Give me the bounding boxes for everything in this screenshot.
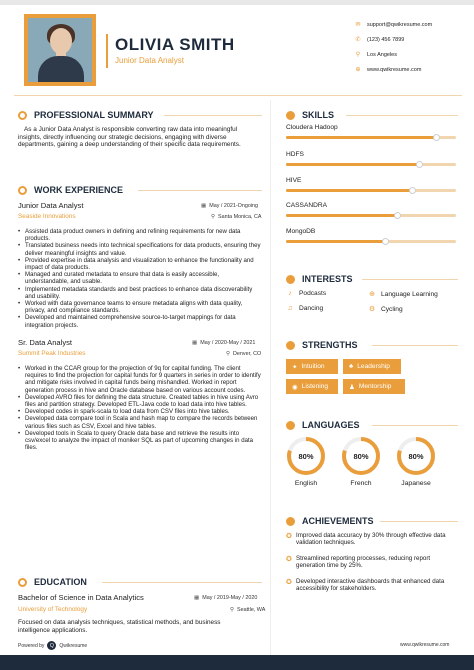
language-percent: 80% <box>408 452 424 461</box>
phone-icon: ✆ <box>355 37 361 43</box>
header-divider <box>106 34 108 68</box>
profile-photo <box>24 14 96 86</box>
languages-heading: LANGUAGES <box>286 420 360 430</box>
skill-level-knob <box>409 187 416 194</box>
interest-item: ♪ Podcasts <box>286 290 326 297</box>
footer-url[interactable]: www.qwikresume.com <box>400 642 450 648</box>
location-pin-icon: ⚲ <box>230 607 235 613</box>
education-heading: EDUCATION <box>18 577 87 587</box>
job-dates: ▦ May / 2021-Ongoing <box>201 203 259 209</box>
skill-level-fill <box>286 136 436 139</box>
achievement-item: ✪ Improved data accuracy by 30% through effective data validation techniques. <box>286 532 446 547</box>
language-name: Japanese <box>401 480 431 487</box>
mentor-icon: ♟ <box>349 383 355 391</box>
job-bullet: • Developed data compare tool in Scala and hash map to compare the records between various files such as CSV, Excel and hive tables. <box>18 415 264 429</box>
skill-level-bar <box>286 240 456 243</box>
bicycle-icon: ⚙ <box>368 306 376 313</box>
skill-level-fill <box>286 240 385 243</box>
contact-block <box>353 17 469 77</box>
contact-phone[interactable]: ✆ (123) 456 7899 <box>353 32 469 47</box>
education-rule <box>102 582 262 583</box>
header-separator <box>14 95 462 96</box>
skill-item <box>286 151 456 166</box>
interests-rule <box>362 279 458 280</box>
candidate-name: OLIVIA SMITH <box>115 35 235 54</box>
section-bullet-icon <box>18 578 27 587</box>
section-bullet-icon <box>286 275 295 284</box>
language-icon: ⊕ <box>369 291 375 298</box>
skill-level-fill <box>286 163 419 166</box>
achievement-item: ✪ Streamlined reporting processes, reducing report generation time by 25%. <box>286 555 431 570</box>
section-bullet-icon <box>18 111 27 120</box>
summary-text: As a Junior Data Analyst is responsible converting raw data into meaningful insights, directly influencing our strategic decisions, engaging with diverse departments, gaining a deep understanding of their specific data requirements. <box>18 126 241 149</box>
job-role: Junior Data Analyst <box>18 201 84 210</box>
job-bullet: • Assisted data product owners in defining and refining requirements for new data products. <box>18 228 264 242</box>
skill-name: MongoDB <box>286 228 316 235</box>
skill-item <box>286 228 456 243</box>
interest-item: ⊕ Language Learning <box>369 290 438 298</box>
footer-brand[interactable]: Qwikresume <box>59 642 88 649</box>
job-bullet: • Developed AVRO files for defining the data structure. Created tables in hive using Avro files and partition strategy. Developed ETL-Java code to load data into hive tables. <box>18 394 264 408</box>
language-ring <box>285 435 327 477</box>
job-bullet: • Developed tools in Scala to query Oracle data base and retrieve the results into csv/excel to analyze the impact of moniker SQL as part of upcoming changes in data files. <box>18 430 264 452</box>
candidate-title: Junior Data Analyst <box>115 56 184 65</box>
language-name: English <box>294 480 318 487</box>
trophy-icon: ✪ <box>286 533 292 540</box>
strength-tag: ✦ Intuition <box>286 359 338 374</box>
language-ring <box>395 435 437 477</box>
section-bullet-icon <box>286 111 295 120</box>
skill-level-knob <box>394 212 401 219</box>
job-bullets <box>18 365 264 451</box>
achievements-rule <box>380 521 458 522</box>
job-bullet: • Developed codes in spark-scala to load data from CSV files into hive tables. <box>18 408 264 415</box>
top-bar <box>0 0 474 5</box>
job-bullet: • Provided expertise in data analysis and visualization to enhance the functionality and impact of data products. <box>18 257 264 271</box>
skill-level-bar <box>286 214 456 217</box>
trophy-icon: ✪ <box>286 579 292 586</box>
skills-rule <box>346 115 458 116</box>
lightbulb-icon: ✦ <box>292 363 298 371</box>
location-pin-icon: ⚲ <box>355 52 361 58</box>
skill-name: HDFS <box>286 151 304 158</box>
achievement-item: ✪ Developed interactive dashboards that enhanced data accessibility for stakeholders. <box>286 578 445 593</box>
column-divider <box>270 100 271 656</box>
interests-heading: INTERESTS <box>286 274 353 284</box>
calendar-icon: ▦ <box>194 595 200 601</box>
education-dates: ▦ May / 2019-May / 2020 <box>194 595 258 601</box>
skill-level-knob <box>382 238 389 245</box>
language-ring <box>340 435 382 477</box>
job-dates: ▦ May / 2020-May / 2021 <box>192 340 256 346</box>
skill-name: HIVE <box>286 177 302 184</box>
interest-item: ⚙ Cycling <box>368 305 403 313</box>
skill-level-fill <box>286 214 397 217</box>
section-bullet-icon <box>286 341 295 350</box>
education-school: University of Technology <box>18 606 88 613</box>
location-pin-icon: ⚲ <box>226 351 231 357</box>
envelope-icon: ✉ <box>355 22 361 28</box>
job-bullet: • Worked in the CCAR group for the projection of 9q for capital funding. The client requires to find the projection for capital funds for 9 quarters in series in order to identify and mitigate risks involved in capital funds being mishandled. Worked in report generation process in hive and Oracle database based on various account codes. <box>18 365 264 394</box>
experience-heading: WORK EXPERIENCE <box>18 185 123 195</box>
qwikresume-logo-icon: Q <box>47 641 56 650</box>
skill-level-bar <box>286 136 456 139</box>
job-location: ⚲ Santa Monica, CA <box>211 214 262 220</box>
job-company: Seaside Innovations <box>18 213 76 220</box>
ear-icon: ◉ <box>292 383 298 391</box>
job-bullet: • Worked with data governance teams to ensure metadata aligns with data quality, privacy, and compliance standards. <box>18 300 264 314</box>
summary-heading: PROFESSIONAL SUMMARY <box>18 110 154 120</box>
achievements-heading: ACHIEVEMENTS <box>286 516 374 526</box>
strengths-rule <box>372 345 458 346</box>
calendar-icon: ▦ <box>201 203 207 209</box>
job-company: Summit Peak Industries <box>18 350 86 357</box>
skill-item <box>286 124 456 139</box>
contact-location: ⚲ Los Angeles <box>353 47 469 62</box>
language-item <box>338 435 384 487</box>
microphone-icon: ♪ <box>288 290 292 297</box>
section-bullet-icon <box>286 421 295 430</box>
job-location: ⚲ Denver, CO <box>226 351 262 357</box>
section-bullet-icon <box>286 517 295 526</box>
skill-name: Cloudera Hadoop <box>286 124 338 131</box>
calendar-icon: ▦ <box>192 340 198 346</box>
location-pin-icon: ⚲ <box>211 214 216 220</box>
footer-powered: Powered by Q Qwikresume <box>18 642 88 649</box>
section-bullet-icon <box>18 186 27 195</box>
education-text: Focused on data analysis techniques, statistical methods, and business intelligence applications. <box>18 619 221 634</box>
job-role: Sr. Data Analyst <box>18 338 73 347</box>
skill-item <box>286 202 456 217</box>
skill-name: CASSANDRA <box>286 202 328 209</box>
language-item <box>393 435 439 487</box>
languages-rule <box>372 425 458 426</box>
job-bullet: • Implemented metadata standards and best practices to enhance data discoverability and usability. <box>18 286 264 300</box>
language-name: French <box>350 480 372 487</box>
skill-level-knob <box>416 161 423 168</box>
education-degree: Bachelor of Science in Data Analytics <box>18 593 144 602</box>
language-percent: 80% <box>353 452 369 461</box>
job-bullet: • Translated business needs into technical specifications for data products, ensuring they deliver meaningful insights and value. <box>18 242 264 256</box>
job-bullet: • Managed and curated metadata to ensure that data is easily accessible, understandable, and usable. <box>18 271 264 285</box>
interest-item: ♫ Dancing <box>287 305 324 312</box>
experience-rule <box>138 190 262 191</box>
contact-website[interactable]: ⊕ www.qwikresume.com <box>353 62 469 77</box>
strengths-heading: STRENGTHS <box>286 340 358 350</box>
people-icon: ♣ <box>349 363 354 370</box>
dancing-icon: ♫ <box>287 305 293 312</box>
trophy-icon: ✪ <box>286 556 292 563</box>
strength-tag: ♣ Leadership <box>343 359 401 374</box>
contact-email[interactable]: ✉ support@qwikresume.com <box>353 17 469 32</box>
skill-level-bar <box>286 163 456 166</box>
skills-heading: SKILLS <box>286 110 334 120</box>
strength-tag: ♟ Mentorship <box>343 379 405 394</box>
language-item <box>283 435 329 487</box>
globe-icon: ⊕ <box>355 67 361 73</box>
skill-item <box>286 177 456 192</box>
summary-rule <box>164 115 262 116</box>
language-percent: 80% <box>298 452 314 461</box>
job-bullets <box>18 228 264 329</box>
skill-level-knob <box>433 134 440 141</box>
strength-tag: ◉ Listening <box>286 379 338 394</box>
bottom-bar <box>0 655 474 670</box>
education-location: ⚲ Seattle, WA <box>230 607 266 613</box>
skill-level-bar <box>286 189 456 192</box>
skill-level-fill <box>286 189 412 192</box>
job-bullet: • Developed and maintained comprehensive source-to-target mappings for data integration projects. <box>18 314 264 328</box>
